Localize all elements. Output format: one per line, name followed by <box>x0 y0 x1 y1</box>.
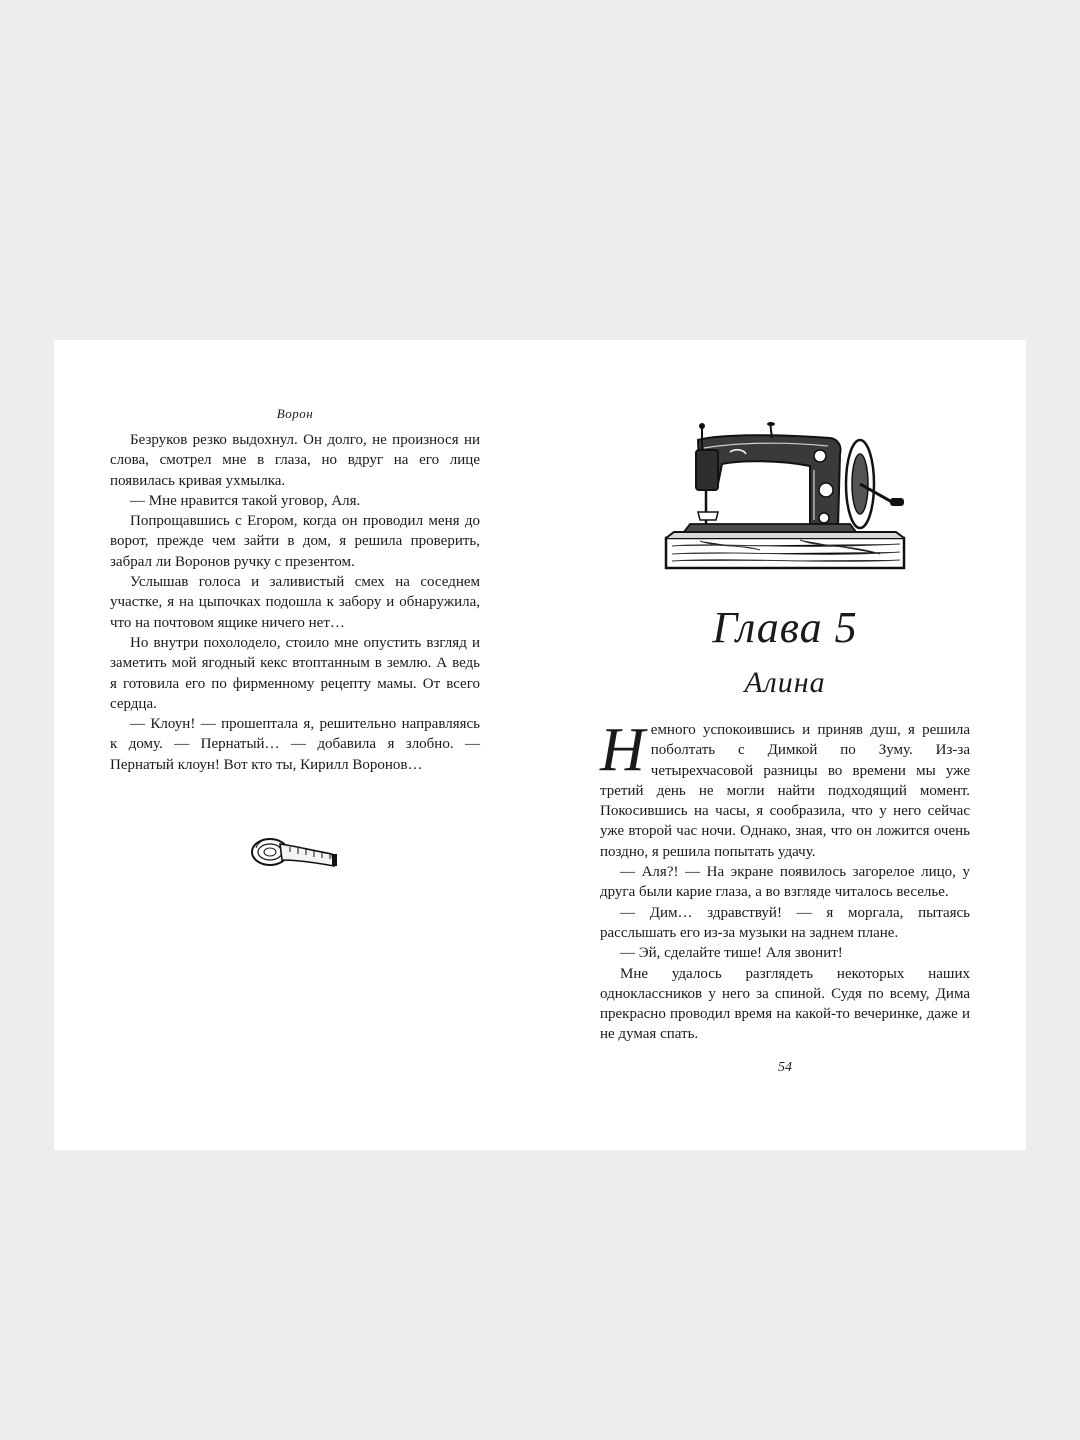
chapter-name: Алина <box>744 666 826 699</box>
chapter-title: Глава 5 <box>712 603 858 652</box>
paragraph: — Дим… здравствуй! — я моргала, пытаясь расслышать его из-за музыки на заднем плане. <box>600 904 970 941</box>
sewing-machine-icon <box>660 420 910 580</box>
tape-measure-icon <box>250 830 340 876</box>
paragraph: Мне удалось разглядеть некоторых наших одноклассников у него за спиной. Судя по всему, Дима прекрасно проводил время на какой-то вечеринке, даже и не думая спать. <box>600 965 970 1043</box>
opening-paragraph <box>600 716 970 862</box>
page-number: 54 <box>778 1060 792 1075</box>
paragraph: Безруков резко выдохнул. Он долго, не произнося ни слова, смотрел мне в глаза, но вдруг на его лице появилась кривая ухмылка. <box>110 432 480 489</box>
left-body-text <box>110 430 480 775</box>
opening-paragraph-text: емного успокоившись и приняв душ, я решила поболтать с Димкой по Зуму. Из-за четырехчасовой разницы во времени мы уже третий день не могли найти подходящий момент. Покосившись на часы, я сообразила, что у него сейчас уже второй час ночи. Однако, зная, что он ложится очень поздно, я решила попытать удачу. <box>600 722 970 860</box>
paragraph: — Клоун! — прошептала я, решительно направляясь к дому. — Пернатый… — добавила я злобно. — Пернатый клоун! Вот кто ты, Кирилл Воронов… <box>110 716 480 773</box>
paragraph: — Аля?! — На экране появилось загорелое лицо, у друга были карие глаза, а во взгляде читалось веселье. <box>600 864 970 901</box>
drop-cap: Н <box>600 716 645 784</box>
running-head: Ворон <box>276 406 314 421</box>
paragraph: Услышав голоса и заливистый смех на соседнем участке, я на цыпочках подошла к забору и обнаружила, что на почтовом ящике ничего нет… <box>110 574 480 631</box>
book-spread <box>54 340 1026 1150</box>
paragraph: — Эй, сделайте тише! Аля звонит! <box>620 945 843 962</box>
paragraph: Попрощавшись с Егором, когда он проводил меня до ворот, прежде чем зайти в дом, я решила проверить, забрал ли Воронов ручку с презентом. <box>110 513 480 570</box>
paragraph: Но внутри похолодело, стоило мне опустить взгляд и заметить мой ягодный кекс втоптанным в землю. А ведь я готовила его по фирменному рецепту мамы. От всего сердца. <box>110 634 480 712</box>
paragraph: — Мне нравится такой уговор, Аля. <box>130 492 361 509</box>
right-body-text <box>600 716 970 1045</box>
